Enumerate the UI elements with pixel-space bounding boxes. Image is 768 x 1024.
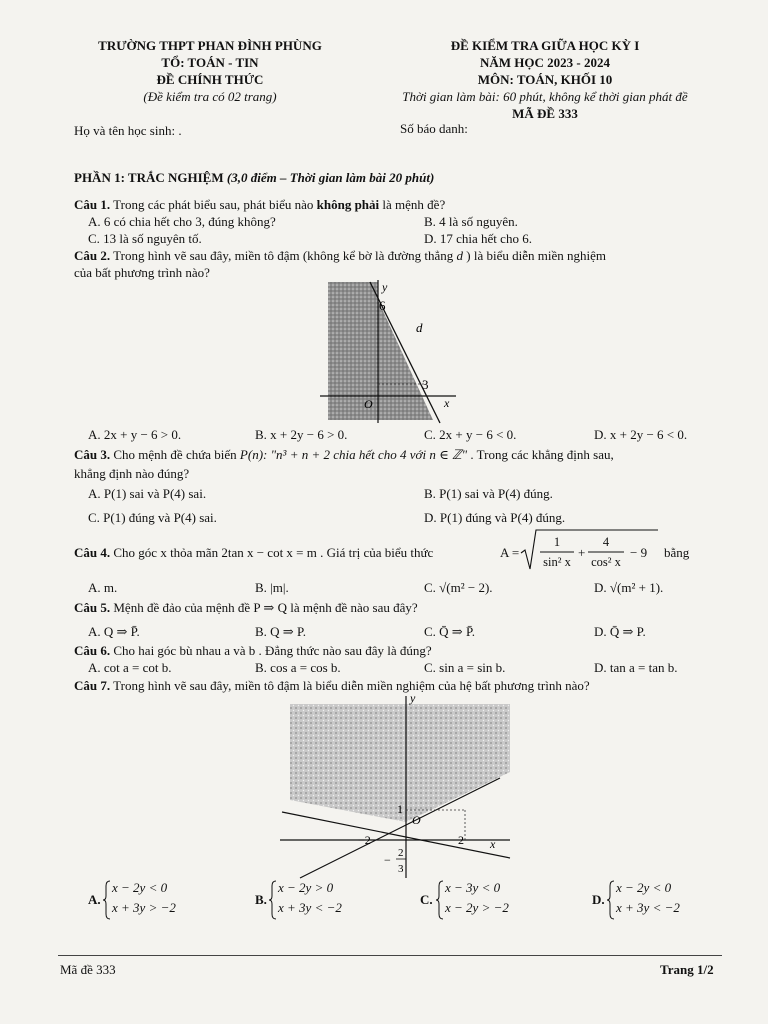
q4-tail: − 9 [630,545,648,560]
q7-option-a-l1: x − 2y < 0 [112,880,168,895]
section-title-text: PHẦN 1: TRẮC NGHIỆM [74,170,224,185]
q5-stem [74,600,418,616]
department: TỔ: TOÁN - TIN [161,55,259,70]
q7-y-label: y [410,692,416,705]
q7-option-d-l1: x − 2y < 0 [616,880,672,895]
q7-option-d-l2: x + 3y < −2 [616,900,680,915]
q4-stem-b: bằng [664,545,690,560]
q3-stem-b: . Trong các khẳng định sau, [470,447,614,462]
q2-stem-d: d [456,248,463,263]
q2-origin: O [364,397,373,411]
q7-x-pos: 2 [458,833,464,847]
time-note: Thời gian làm bài: 60 phút, không kể thời gian phát đề [402,89,688,104]
q4-frac2-num: 4 [602,535,610,549]
q6-option-c: C. sin a = sin b. [424,660,506,675]
q4-option-d: D. √(m² + 1). [594,580,664,595]
student-name-label: Họ và tên học sinh: . [74,123,182,138]
q2-graph [320,280,460,425]
footer-divider [58,955,722,956]
q7-label: Câu 7. [74,678,111,693]
q2-y-label: y [382,280,388,294]
q7-graph [260,692,520,882]
q7-y-neg-den: 3 [398,863,404,875]
q3-label: Câu 3. [74,447,111,462]
q5-stem-text: Mệnh đề đảo của mệnh đề P ⇒ Q là mệnh đề nào sau đây? [113,600,418,615]
q4-label: Câu 4. [74,545,111,560]
q2-option-d: D. x + 2y − 6 < 0. [594,427,688,442]
q1-label: Câu 1. [74,197,111,212]
q7-option-c-brace [435,880,445,920]
q3-stem [74,447,614,463]
q4-frac1-num: 1 [553,535,561,549]
q4-stem-a: Cho góc x thỏa mãn 2tan x − cot x = m . Giá trị của biểu thức [113,545,434,560]
q3-option-b: B. P(1) sai và P(4) đúng. [424,486,553,501]
q2-option-c: C. 2x + y − 6 < 0. [424,427,517,442]
q7-option-d-brace [606,880,616,920]
q2-option-a: A. 2x + y − 6 > 0. [88,427,182,442]
q4-option-b: B. |m|. [255,580,289,595]
school-year: NĂM HỌC 2023 - 2024 [480,55,610,70]
q3-stem-a: Cho mệnh đề chứa biến [113,447,237,462]
official-label: ĐỀ CHÍNH THỨC [156,72,264,87]
q2-stem-line2: của bất phương trình nào? [74,265,210,280]
q2-option-b: B. x + 2y − 6 > 0. [255,427,348,442]
q7-y-neg-minus: − [384,853,391,867]
q7-y-neg-num: 2 [398,847,404,859]
q7-origin: O [412,813,421,827]
q4-frac2-den: cos² x [591,555,621,569]
q4-frac1-den: sin² x [543,555,571,569]
q7-y-tick: 1 [397,802,403,816]
q2-line-label: d [416,320,423,335]
q3-stem-math: P(n): "n³ + n + 2 chia hết cho 4 với n ∈ ℤ" [239,447,468,462]
school-name: TRƯỜNG THPT PHAN ĐÌNH PHÙNG [98,38,322,53]
q1-stem-b: là mệnh đề? [382,197,446,212]
q1-stem [74,197,445,213]
exam-title: ĐỀ KIỂM TRA GIỮA HỌC KỲ I [450,38,640,53]
q6-option-d: D. tan a = tan b. [594,660,678,675]
section-title-note: (3,0 điểm – Thời gian làm bài 20 phút) [226,170,435,185]
q7-option-b-brace [268,880,278,920]
q2-stem-a: Trong hình vẽ sau đây, miền tô đậm (không kể bờ là đường thẳng [113,248,454,263]
q1-stem-bold: không phải [316,197,380,212]
q2-x-label: x [444,396,450,410]
q1-option-c: C. 13 là số nguyên tố. [88,231,202,246]
section-title [74,170,434,186]
q5-option-b: B. Q ⇒ P. [255,624,306,639]
q3-option-a: A. P(1) sai và P(4) sai. [88,486,207,501]
q6-stem [74,643,432,659]
q5-option-a: A. Q ⇒ P̄. [88,624,140,639]
q2-stem-b: ) là biểu diễn miền nghiệm [466,248,606,263]
q7-option-a-brace [102,880,112,920]
exam-code: MÃ ĐỀ 333 [512,106,578,121]
q7-option-b-l2: x + 3y < −2 [278,900,342,915]
student-id-label: Số báo danh: [400,121,468,136]
q2-label: Câu 2. [74,248,111,263]
q6-label: Câu 6. [74,643,111,658]
q3-option-d: D. P(1) đúng và P(4) đúng. [424,510,566,525]
q1-option-b: B. 4 là số nguyên. [424,214,518,229]
q5-option-d: D. Q̄ ⇒ P. [594,624,646,639]
subject: MÔN: TOÁN, KHỐI 10 [477,72,613,87]
q3-option-c: C. P(1) đúng và P(4) sai. [88,510,217,525]
q2-stem [74,248,606,264]
footer-code: Mã đề 333 [60,962,116,977]
q5-option-c: C. Q̄ ⇒ P̄. [424,624,475,639]
q6-option-b: B. cos a = cos b. [255,660,341,675]
q4-option-a: A. m. [88,580,118,595]
footer-page: Trang 1/2 [660,962,714,977]
q4-expr-lhs: A = [500,545,520,560]
q4-stem [74,545,433,561]
q1-option-a: A. 6 có chia hết cho 3, đúng không? [88,214,276,229]
q4-option-c: C. √(m² − 2). [424,580,493,595]
q4-plus: + [578,545,586,560]
q2-y-intercept: 6 [379,298,386,313]
q7-option-c-letter: C. [420,892,433,907]
q6-stem-text: Cho hai góc bù nhau a và b . Đẳng thức nào sau đây là đúng? [113,643,432,658]
q7-x-neg: −2 [358,833,371,847]
q7-x-label: x [490,837,496,851]
q1-stem-a: Trong các phát biểu sau, phát biểu nào [113,197,314,212]
q5-label: Câu 5. [74,600,111,615]
q7-option-c-l2: x − 2y > −2 [445,900,509,915]
q2-x-intercept: 3 [422,377,429,392]
pages-note: (Đề kiểm tra có 02 trang) [143,89,277,104]
q6-option-a: A. cot a = cot b. [88,660,172,675]
q3-stem-line2: khẳng định nào đúng? [74,466,190,481]
q7-option-d-letter: D. [592,892,605,907]
q7-option-a-l2: x + 3y > −2 [112,900,176,915]
q7-option-b-l1: x − 2y > 0 [278,880,334,895]
q7-option-a-letter: A. [88,892,101,907]
q7-option-c-l1: x − 3y < 0 [445,880,501,895]
q7-option-b-letter: B. [255,892,267,907]
q7-stem-text: Trong hình vẽ sau đây, miền tô đậm là biểu diễn miền nghiệm của hệ bất phương trình nào? [113,678,590,693]
q1-option-d: D. 17 chia hết cho 6. [424,231,532,246]
